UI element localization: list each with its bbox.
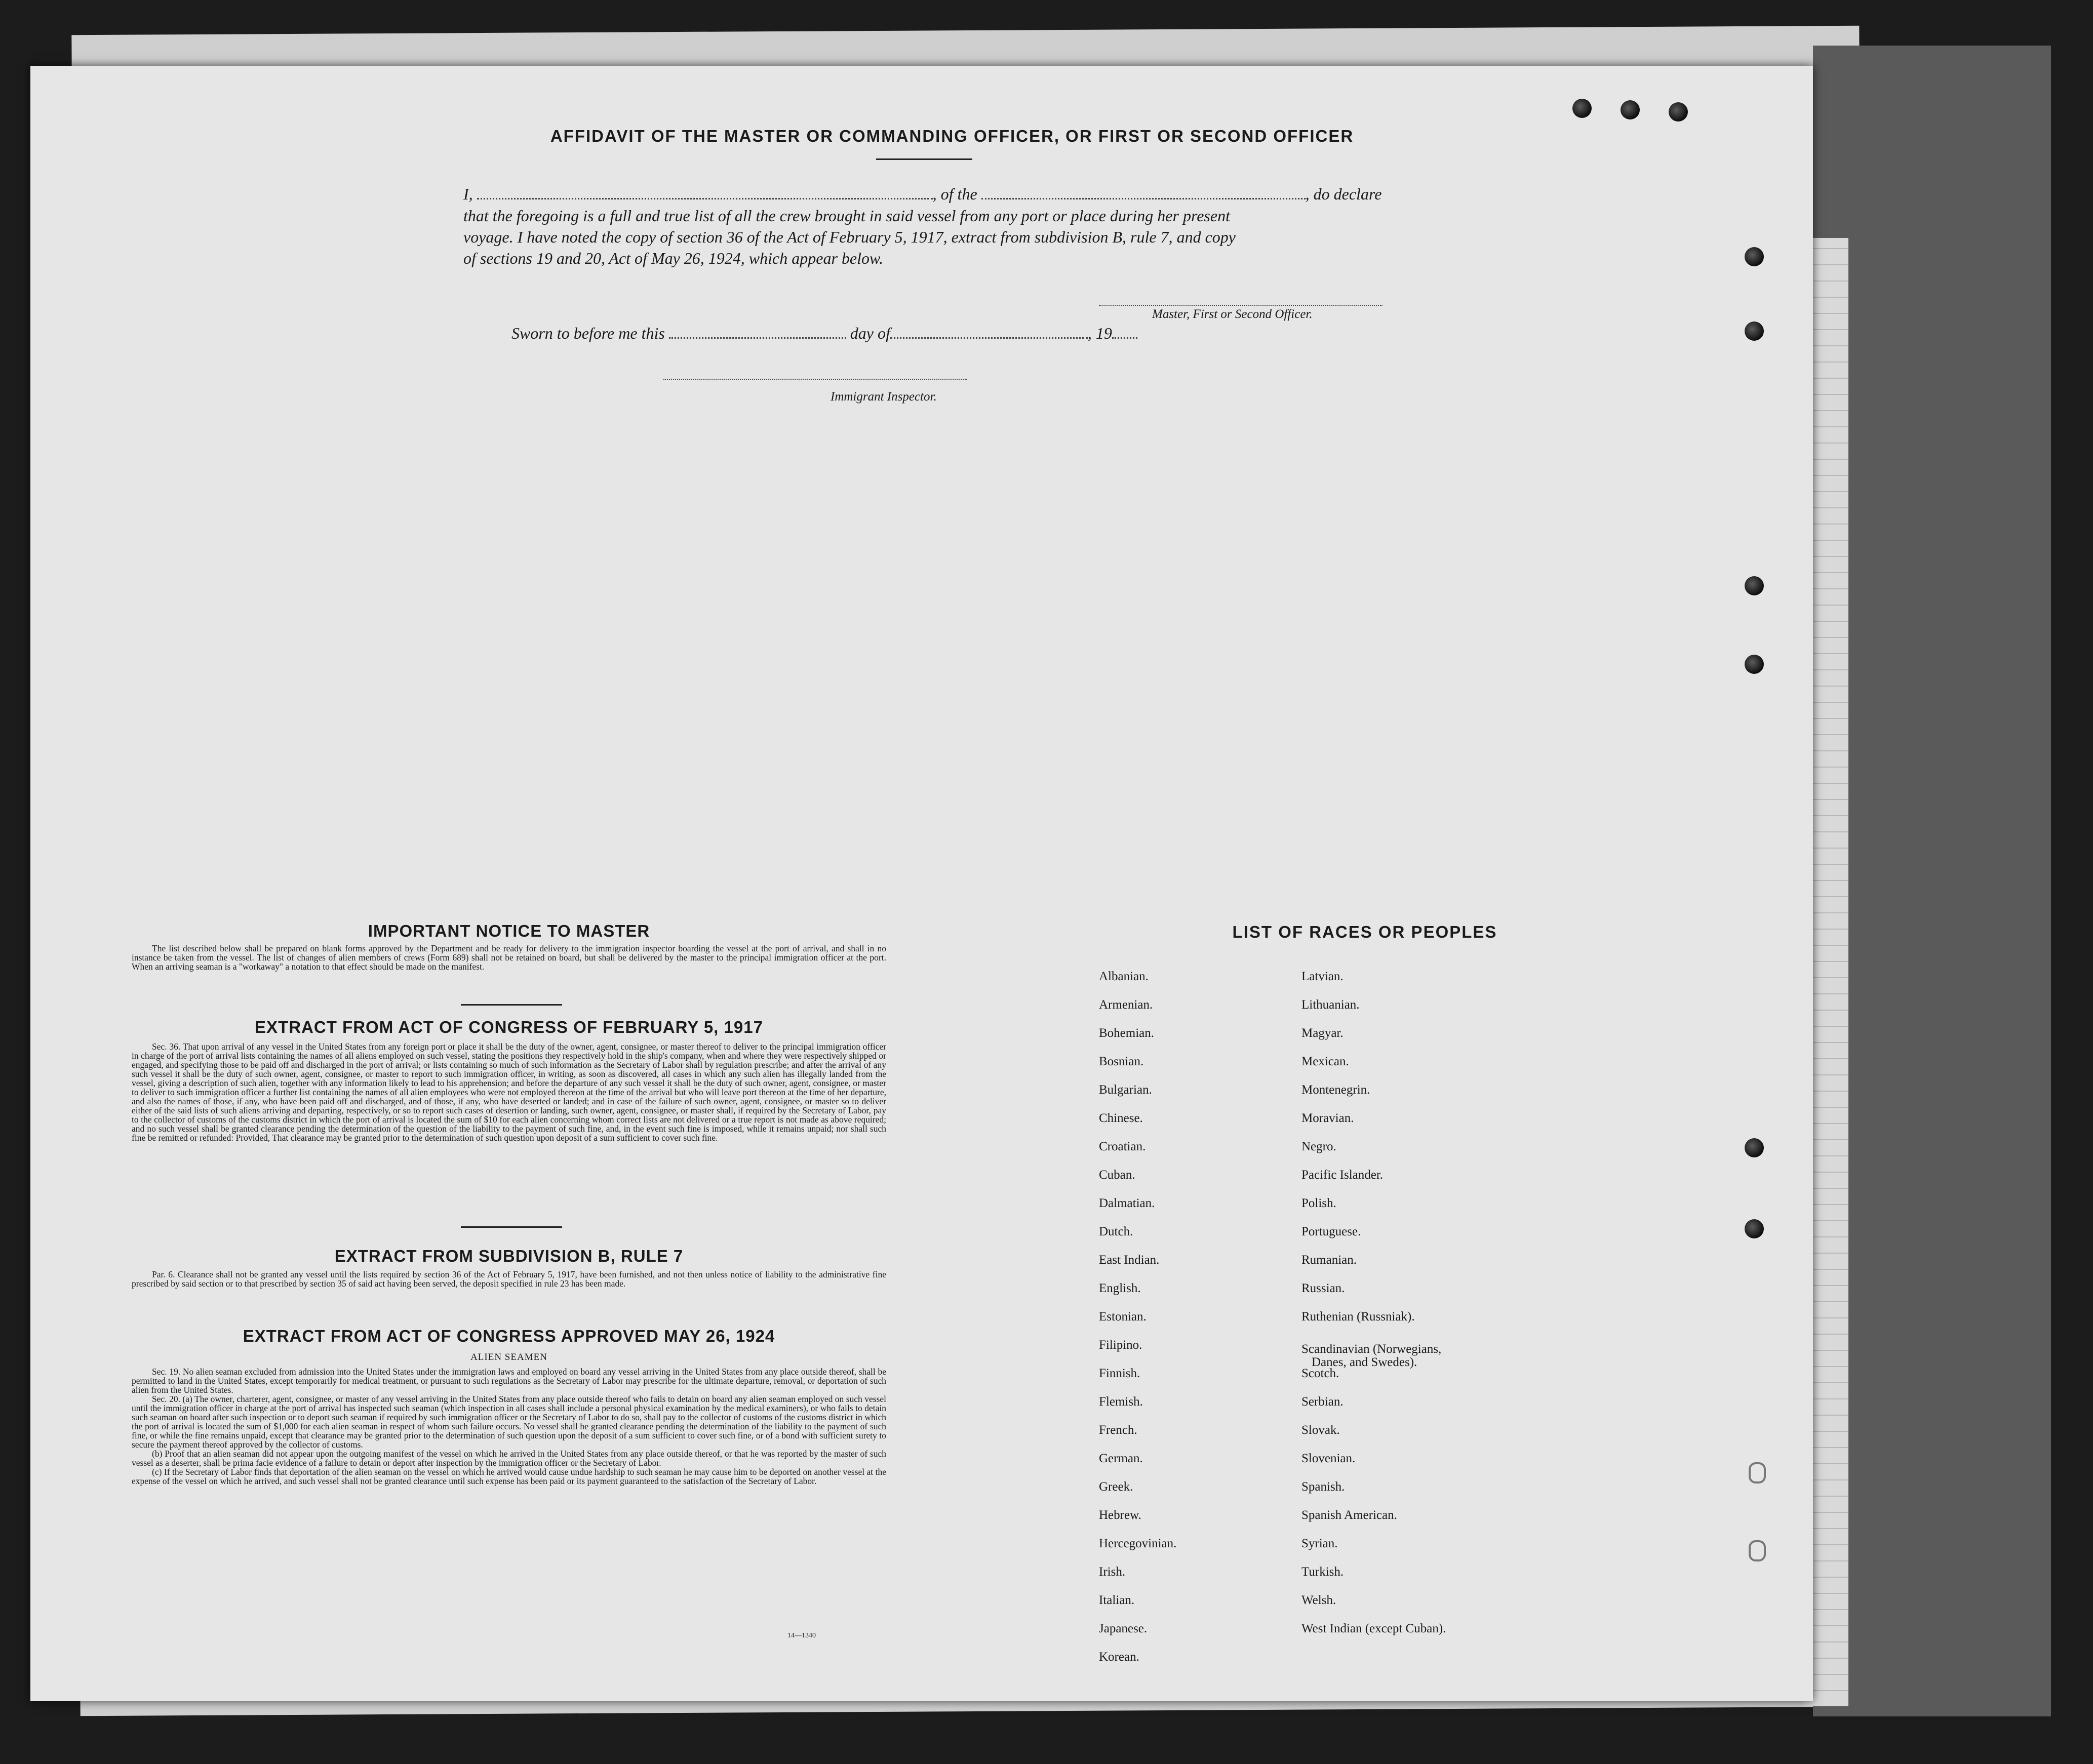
sworn-label: Sworn to before me this: [511, 324, 665, 342]
sec-19-body: Sec. 19. No alien seaman excluded from admission into the United States under the immigration laws and employed on board any vessel arriving in the United States from any place outside thereof, shall be permitted to land in the United States, except temporarily for medical treatment, or pursuant to such regulations as the Secretary of Labor may prescribe for the ultimate departure, removal, or deportation of such alien from the United States.: [132, 1367, 886, 1395]
punch-hole-icon: [1745, 1138, 1764, 1157]
affidavit-line-2: that the foregoing is a full and true list of all the crew brought in said vessel from any port or place during her present: [463, 207, 1230, 225]
sworn-day-field[interactable]: [669, 337, 846, 339]
name-field[interactable]: [477, 198, 933, 199]
race-item: Moravian.: [1301, 1111, 1354, 1125]
extract-1924-section: [132, 1327, 886, 1486]
race-item: English.: [1099, 1281, 1141, 1295]
affidavit-line-3: voyage. I have noted the copy of section 36 of the Act of February 5, 1917, extract from subdivision B, rule 7, and copy: [463, 228, 1236, 246]
punch-hole-icon: [1621, 100, 1640, 119]
sworn-line: [511, 324, 1271, 343]
do-declare-label: , do declare: [1305, 185, 1382, 203]
inspector-signature-line[interactable]: [663, 379, 967, 381]
rule-7-title: EXTRACT FROM SUBDIVISION B, RULE 7: [334, 1247, 684, 1265]
race-item: Chinese.: [1099, 1111, 1143, 1125]
race-item: Danes, and Swedes).: [1312, 1355, 1417, 1369]
race-item: Magyar.: [1301, 1026, 1344, 1040]
divider: [876, 158, 972, 160]
race-item: Scotch.: [1301, 1367, 1339, 1380]
race-item: Albanian.: [1099, 970, 1149, 983]
sec-20a-body: Sec. 20. (a) The owner, charterer, agent, consignee, or master of any vessel arriving in the United States from any place outside thereof who fails to detain on board any alien seaman employed on such vessel until the immigration officer in charge at the port of arrival has inspected such seaman (which inspection in all cases shall include a personal physical examination by the medical examiners), or who fails to detain such seaman on board after such inspection or to deport such seaman if required by such immigration officer or the Secretary of Labor to do so, shall pay to the collector of customs of the customs district in which the port of arrival is located the sum of $1,000 for each alien seaman in respect of whom such failure occurs. No vessel shall be granted clearance pending the determination of the liability to the payment of such fine, or while the fine remains unpaid, except that clearance may be granted prior to the determination of such question upon the deposit of a sum sufficient to cover such fine, or of a bond with sufficient surety to secure the payment thereof approved by the collector of customs.: [132, 1394, 886, 1450]
race-item: Estonian.: [1099, 1310, 1147, 1324]
race-item: Filipino.: [1099, 1338, 1142, 1352]
sworn-month-field[interactable]: [890, 337, 1088, 339]
affidavit-line-1: [463, 185, 1456, 204]
extract-1924-title: EXTRACT FROM ACT OF CONGRESS APPROVED MAY 26, 1924: [243, 1327, 775, 1345]
race-item: Lithuanian.: [1301, 998, 1360, 1012]
race-item: Bulgarian.: [1099, 1083, 1152, 1097]
race-item: Slovak.: [1301, 1423, 1340, 1437]
race-item: East Indian.: [1099, 1253, 1160, 1267]
race-item: Negro.: [1301, 1140, 1336, 1153]
punch-hole-icon: [1745, 655, 1764, 674]
year-label: , 19: [1087, 324, 1112, 342]
race-item: Scandinavian (Norwegians,: [1301, 1342, 1442, 1356]
race-item: Dutch.: [1099, 1225, 1133, 1238]
race-item: Korean.: [1099, 1650, 1139, 1664]
master-signature-label: Master, First or Second Officer.: [1152, 307, 1313, 321]
race-item: Cuban.: [1099, 1168, 1135, 1182]
race-item: German.: [1099, 1452, 1143, 1465]
extract-1917-title: EXTRACT FROM ACT OF CONGRESS OF FEBRUARY 5, 1917: [255, 1018, 763, 1036]
alien-seamen-subtitle: ALIEN SEAMEN: [470, 1352, 547, 1362]
race-item: Armenian.: [1099, 998, 1153, 1012]
punch-hole-icon: [1745, 1219, 1764, 1238]
rule-7-section: [132, 1247, 886, 1288]
race-item: Montenegrin.: [1301, 1083, 1370, 1097]
race-item: Spanish American.: [1301, 1508, 1397, 1522]
race-item: Japanese.: [1099, 1622, 1148, 1635]
race-item: Croatian.: [1099, 1140, 1146, 1153]
notice-body: The list described below shall be prepared on blank forms approved by the Department and be ready for delivery to the immigration inspector boarding the vessel at the port of arrival, and shall in no instance be taken from the vessel. The list of changes of alien members of crews (Form 689) shall not be retained on board, but shall be delivered by the master to the principal immigration officer at the port. When an arriving seaman is a "workaway" a notation to that effect should be made on the manifest.: [132, 943, 886, 972]
race-item: Portuguese.: [1301, 1225, 1361, 1238]
race-item: West Indian (except Cuban).: [1301, 1622, 1446, 1635]
affidavit-title: AFFIDAVIT OF THE MASTER OR COMMANDING OFFICER, OR FIRST OR SECOND OFFICER: [550, 127, 1354, 145]
punch-hole-icon: [1745, 576, 1764, 595]
inspector-label: Immigrant Inspector.: [831, 390, 937, 404]
rule-7-body: Par. 6. Clearance shall not be granted any vessel until the lists required by section 36 of the Act of February 5, 1917, have been furnished, and not then unless notice of liability to the administrative fine prescribed by said section or to that prescribed by section 35 of said act having been served, the deposit specified in rule 23 has been made.: [132, 1269, 886, 1289]
race-item: Polish.: [1301, 1196, 1336, 1210]
punch-hole-icon: [1572, 99, 1592, 118]
notice-section: [132, 921, 886, 971]
race-item: Russian.: [1301, 1281, 1345, 1295]
of-the-label: , of the: [932, 185, 977, 203]
sec-20c-body: (c) If the Secretary of Labor finds that deportation of the alien seaman on the vessel on which he arrived would cause undue hardship to such seaman he may cause him to be deported on another vessel at the expense of the vessel on which he arrived, and such vessel shall not be granted clearance until such expense has been paid or its payment guaranteed to the satisfaction of the Secretary of Labor.: [132, 1467, 886, 1486]
race-item: Spanish.: [1301, 1480, 1345, 1494]
race-item: Pacific Islander.: [1301, 1168, 1384, 1182]
punch-hole-open-icon: [1749, 1540, 1766, 1561]
race-item: Italian.: [1099, 1593, 1135, 1607]
races-title: LIST OF RACES OR PEOPLES: [1232, 923, 1497, 941]
race-item: Greek.: [1099, 1480, 1133, 1494]
race-item: Syrian.: [1301, 1537, 1338, 1550]
race-item: Mexican.: [1301, 1055, 1349, 1068]
master-signature-line[interactable]: [1099, 305, 1383, 307]
vessel-field[interactable]: [981, 198, 1306, 199]
race-item: Irish.: [1099, 1565, 1126, 1579]
extract-1917-section: [132, 1018, 886, 1142]
race-item: Bosnian.: [1099, 1055, 1144, 1068]
sec-20b-body: (b) Proof that an alien seaman did not appear upon the outgoing manifest of the vessel on which he arrived in the United States from any place outside thereof, or that he was reported by the master of such vessel as a deserter, shall be prima facie evidence of a failure to detain or deport after inspection by the immigration officer or the Secretary of Labor.: [132, 1449, 886, 1468]
race-item: French.: [1099, 1423, 1137, 1437]
notice-title: IMPORTANT NOTICE TO MASTER: [368, 921, 650, 940]
punch-hole-icon: [1669, 102, 1688, 122]
race-item: Finnish.: [1099, 1367, 1140, 1380]
form-number: 14—1340: [787, 1632, 816, 1639]
race-item: Latvian.: [1301, 970, 1344, 983]
day-of-label: day of: [850, 324, 890, 342]
race-item: Rumanian.: [1301, 1253, 1357, 1267]
race-item: Hercegovinian.: [1099, 1537, 1177, 1550]
i-label: I,: [463, 185, 473, 203]
manifest-page: [30, 66, 1813, 1701]
divider: [461, 1004, 562, 1006]
race-item: Welsh.: [1301, 1593, 1336, 1607]
race-item: Slovenian.: [1301, 1452, 1356, 1465]
race-item: Turkish.: [1301, 1565, 1344, 1579]
race-item: Flemish.: [1099, 1395, 1143, 1409]
race-item: Dalmatian.: [1099, 1196, 1155, 1210]
affidavit-line-4: of sections 19 and 20, Act of May 26, 1924, which appear below.: [463, 249, 883, 267]
underlying-sheet-dark: [1813, 46, 2051, 1716]
punch-hole-open-icon: [1749, 1462, 1766, 1484]
punch-hole-icon: [1745, 322, 1764, 341]
extract-1917-body: Sec. 36. That upon arrival of any vessel in the United States from any foreign port or place it shall be the duty of the owner, agent, consignee, or master thereof to deliver to the principal immigration officer in charge of the port of arrival lists containing the names of all aliens employed on such vessel, stating the positions they respectively hold in the ship's company, when and where they were respectively shipped or engaged, and specifying those to be paid off and discharged in the port of arrival; or lists containing so much of such information as the Secretary of Labor shall by regulation prescribe; and after the arrival of any such vessel it shall be the duty of such owner, agent, consignee, or master to report to such immigration officer, in writing, as soon as discovered, all cases in which any such alien has illegally landed from the vessel, giving a description of such alien, together with any information likely to lead to his apprehension; and before the departure of any such vessel it shall be the duty of such owner, agent, consignee, or master to deliver to such immigration officer a further list containing the names of all alien employees who were not employed thereon at the time of the arrival but who will leave port thereon at the time of her departure, and also the names of those, if any, who have been paid off and discharged, and of those, if any, who have deserted or landed; and in case of the failure of such owner, agent, consignee, or master so to deliver either of the said lists of such aliens arriving and departing, respectively, or so to report such cases of desertion or landing, such owner, agent, consignee, or master shall, if required by the Secretary of Labor, pay to the collector of customs of the customs district in which the port of arrival is located the sum of $10 for each alien concerning whom correct lists are not delivered or a true report is not made as above required; and no such vessel shall be granted clearance pending the determination of the question of the liability to the payment of such fine, and, in the event such fine is imposed, while it remains unpaid; nor shall such fine be remitted or refunded: Provided, That clearance may be granted prior to the determination of such question upon deposit of a sum sufficient to cover such fine.: [132, 1041, 886, 1143]
punch-hole-icon: [1745, 247, 1764, 266]
divider: [461, 1226, 562, 1228]
race-item: Hebrew.: [1099, 1508, 1141, 1522]
sworn-year-field[interactable]: [1112, 337, 1137, 339]
race-item: Serbian.: [1301, 1395, 1344, 1409]
race-item: Ruthenian (Russniak).: [1301, 1310, 1415, 1324]
race-item: Bohemian.: [1099, 1026, 1155, 1040]
